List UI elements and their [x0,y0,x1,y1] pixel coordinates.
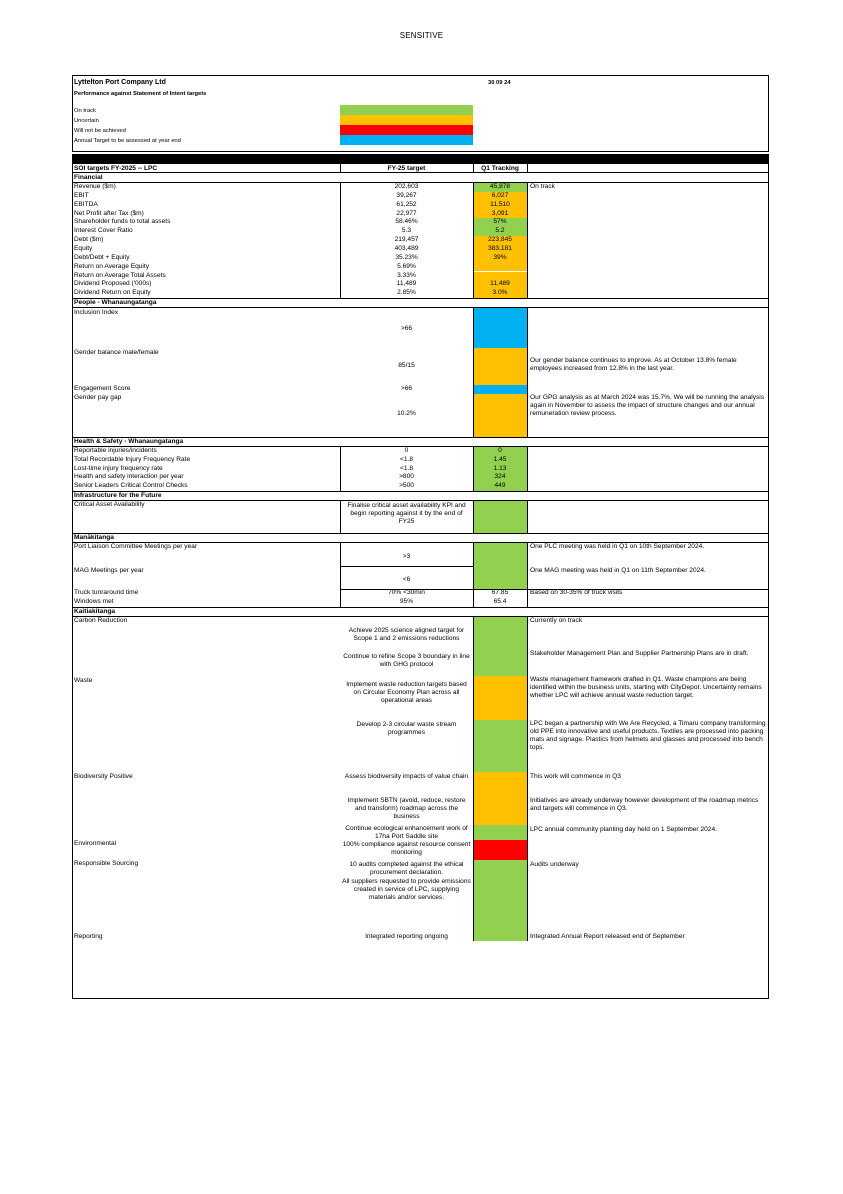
report-subtitle: Performance against Statement of Intent targets [74,91,207,97]
financial-row-label: Return on Average Equity [74,262,150,270]
financial-row-label: Equity [74,244,93,252]
status-cell [473,878,527,933]
kaitiakitanga-row-comment: This work will commence in Q3 [530,773,621,781]
kaitiakitanga-row-label: Carbon Reduction [74,617,128,625]
hs-row-target: >500 [399,482,414,490]
financial-row-target: 39,267 [396,191,417,199]
financial-row-target: 403,489 [394,244,419,252]
status-cell [473,772,527,797]
manakitanga-row-q1: 67.85 [491,589,509,597]
hs-row-target: <1.8 [399,455,414,463]
financial-row-target: 202,603 [394,183,419,190]
status-cell [473,385,527,394]
column-divider [527,308,528,437]
hs-row-q1: 324 [494,473,506,481]
kaitiakitanga-row-target: Continue ecological enhancement work of 17ha Port Saddle site [345,825,468,841]
kaitiakitanga-row-target: 100% compliance against resource consent monitoring [342,841,471,857]
kaitiakitanga-row-target: Achieve 2025 science aligned target for Scope 1 and 2 emissions reductions [348,627,465,643]
column-divider [473,617,474,941]
financial-row-target: 219,457 [394,236,419,244]
financial-row-q1: 383,181 [488,244,512,252]
manakitanga-row-target: 95% [399,598,414,606]
column-divider [473,183,474,298]
kaitiakitanga-row-label: Responsible Sourcing [74,860,139,868]
section-divider [72,500,769,501]
financial-row-q1: 223,845 [488,236,512,244]
people-row-label: Gender balance male/female [74,349,159,357]
row-divider [72,607,769,608]
hs-row-target: 0 [404,447,409,455]
manakitanga-row-target: >3 [402,553,411,561]
manakitanga-row-target: <6 [402,576,411,584]
infrastructure-row-target: Finalise critical asset availability KPI and begin reporting against it by the end of FY25 [347,502,466,526]
hs-row-target: <1.8 [399,464,414,472]
financial-row-q1: 39% [493,253,507,261]
row-divider [340,566,473,567]
header-divider [527,163,528,172]
kaitiakitanga-row-target: All suppliers requested to provide emissions created in service of LPC, supplying materials and/or services. [342,878,471,902]
financial-row-target: 61,252 [396,200,417,208]
header-soi-targets: SOI targets FY-2025 -- LPC [74,165,158,172]
manakitanga-row-target: 70% <30min [388,589,425,597]
kaitiakitanga-row-comment: LPC began a partnership with We Are Recycled, a Timaru company transforming old PPE into innovative and useful products. Textiles are processed into packing mats and signage. Plastics from helmets and glasses and processed into bench tops. [530,720,766,752]
kaitiakitanga-row-comment: LPC annual community planting day held on 1 September 2024. [530,826,717,834]
status-cell [473,617,527,647]
financial-row-q1: 57% [493,218,507,226]
header-fy25-target: FY-25 target [387,165,426,172]
status-cell [473,825,527,840]
manakitanga-row-label: Windows met [74,598,114,606]
hs-row-target: >800 [399,473,414,481]
kaitiakitanga-row-target: Assess biodiversity impacts of value chain [344,773,469,781]
column-divider [340,183,341,298]
header-divider [340,163,341,172]
status-cell [473,797,527,825]
financial-row-q1: 45,878 [489,183,511,190]
column-divider [473,308,474,437]
column-divider [527,617,528,941]
column-divider [527,501,528,533]
status-cell [473,840,527,860]
company-name: Lyttelton Port Company Ltd [74,79,166,86]
financial-row-target: 2.85% [397,289,416,297]
status-cell [473,308,527,348]
infrastructure-row-label: Critical Asset Availability [74,501,145,509]
kaitiakitanga-row-target: Implement SBTN (avoid, reduce, restore and transform) roadmap across the business [347,797,466,821]
hs-row-label: Reportable injuries/incidents [74,447,157,455]
column-divider [340,543,341,607]
people-row-label: Gender pay gap [74,394,122,402]
status-cell [473,263,527,272]
status-cell [473,501,527,533]
row-divider [340,589,769,590]
manakitanga-row-comment: One MAG meeting was held in Q1 on 11th September 2024. [530,567,706,575]
financial-row-label: Interest Cover Ratio [74,227,133,235]
people-row-comment: Our GPG analysis as at March 2024 was 15.7%. We will be running the analysis again in November to assess the impact of structure changes and our annual remuneration review process. [530,394,765,418]
legend-swatch-on-track [340,105,473,115]
kaitiakitanga-row-label: Environmental [74,840,117,848]
kaitiakitanga-row-comment: Stakeholder Management Plan and Supplier Partnership Plans are in draft. [530,650,749,658]
classification-label: SENSITIVE [399,31,444,40]
section-title-health-safety: Health & Safety - Whanaungatanga [74,438,184,446]
status-cell [473,676,527,720]
financial-row-target: 5.69% [397,262,416,270]
section-divider [72,307,769,308]
row-divider [72,533,769,534]
section-title-people: People - Whanaungatanga [74,299,157,307]
status-cell [473,933,527,941]
people-row-target: >66 [400,325,413,333]
financial-row-target: 35.23% [395,253,418,261]
financial-row-target: 22,977 [396,209,417,217]
header-divider [473,163,474,172]
people-row-comment: Our gender balance continues to improve. As at October 13.8% female employees increased from 12.8% in the last year. [530,357,737,373]
financial-row-q1: 11,510 [490,200,510,208]
column-divider [527,183,528,298]
hs-row-q1: 0 [498,447,502,455]
manakitanga-row-comment: Based on 30-35% of truck visits [530,589,623,597]
people-row-target: 85/15 [398,362,415,370]
column-divider [340,501,341,533]
section-title-manakitanga: Manākitanga [74,534,114,542]
financial-row-label: Net Profit after Tax ($m) [74,209,144,217]
kaitiakitanga-row-comment: Currently on track [530,617,583,625]
financial-row-label: Debt ($m) [74,236,104,244]
financial-row-target: 11,489 [396,280,417,288]
manakitanga-row-label: MAG Meetings per year [74,567,144,575]
column-divider [473,543,474,607]
status-cell [473,394,527,437]
legend-label-not-achieved: Will not be achieved [74,128,126,134]
column-divider [527,447,528,491]
status-cell [473,348,527,385]
status-cell [473,272,527,281]
financial-row-target: 5.3 [401,227,412,235]
section-title-infrastructure: Infrastructure for the Future [74,492,162,500]
people-row-label: Inclusion Index [74,309,118,317]
kaitiakitanga-row-target: Implement waste reduction targets based on Circular Economy Plan across all operational areas [346,681,467,705]
legend-swatch-not-achieved [340,125,473,135]
hs-row-q1: 1.45 [493,455,507,463]
status-cell [473,543,527,566]
kaitiakitanga-row-target: Continue to refine Scope 3 boundary in line with GHG protocol [343,653,470,669]
section-title-financial: Financial [74,174,103,181]
financial-row-label: Return on Average Total Assets [74,271,166,279]
row-divider [72,298,769,299]
manakitanga-row-label: Truck tunraround time [74,589,139,597]
kaitiakitanga-row-comment: Integrated Annual Report released end of September [530,933,685,941]
hs-row-label: Total Recordable Injury Frequency Rate [74,455,191,463]
legend-swatch-year-end [340,135,473,145]
legend-label-uncertain: Uncertain [74,118,99,124]
financial-row-label: Dividend Proposed ('000s) [74,280,152,288]
status-cell [473,720,527,772]
people-row-target: >66 [400,385,413,393]
black-divider-bar [72,154,769,163]
hs-row-label: Health and safety interaction per year [74,473,184,481]
legend-swatch-uncertain [340,115,473,125]
legend-label-year-end: Annual Target to be assessed at year end [74,138,181,144]
people-row-target: 10.2% [397,410,416,418]
financial-row-q1: 5.2 [495,227,505,235]
manakitanga-row-label: Port Liaison Committee Meetings per year [74,543,198,551]
financial-row-label: Debt/Debt + Equity [74,253,130,261]
hs-row-label: Senior Leaders Critical Control Checks [74,482,188,490]
hs-row-q1: 449 [494,482,506,490]
financial-comment: On track [530,183,555,190]
status-cell [473,860,527,878]
kaitiakitanga-row-comment: Initiatives are already underway however development of the roadmap metrics and targets will commence in Q3. [530,797,759,813]
financial-row-label: EBIT [74,191,89,199]
financial-row-label: Revenue ($m) [74,183,116,190]
financial-row-label: Dividend Return on Equity [74,289,151,297]
financial-row-label: Shareholder funds to total assets [74,218,171,226]
status-cell [473,566,527,589]
legend-label-on-track: On track [74,108,96,114]
financial-row-label: EBITDA [74,200,98,208]
kaitiakitanga-row-label: Biodiversity Positive [74,773,133,781]
status-cell [473,647,527,676]
people-row-label: Engagement Score [74,385,131,393]
section-title-kaitiakitanga: Kaitiakitanga [74,608,116,616]
hs-row-q1: 1.13 [493,464,507,472]
financial-row-q1: 3,091 [491,209,509,217]
kaitiakitanga-row-target: Develop 2-3 circular waste stream programmes [356,721,457,737]
financial-row-target: 58.46% [395,218,418,226]
kaitiakitanga-row-target: Integrated reporting ongoing [365,933,448,941]
row-divider [72,491,769,492]
financial-row-q1: 3.0% [492,289,508,297]
financial-row-q1: 11,489 [490,280,510,288]
financial-row-target: 3.33% [397,271,416,279]
report-date: 30 09 24 [488,80,511,86]
manakitanga-row-comment: One PLC meeting was held in Q1 on 10th September 2024. [530,543,705,551]
column-divider [473,447,474,491]
kaitiakitanga-row-comment: Waste management framework drafted in Q1. Waste champions are being identified within the business units, starting with CityDepot. Uncertainty remains whether LPC will achieve annual waste reduction target. [530,676,762,700]
column-divider [527,543,528,607]
kaitiakitanga-row-target: 10 audits completed against the ethical procurement declaration. [349,861,464,877]
kaitiakitanga-row-label: Waste [74,677,93,685]
manakitanga-row-q1: 65.4 [493,598,507,606]
hs-row-label: Lost-time injury frequency rate [74,464,163,472]
kaitiakitanga-row-comment: Audits underway [530,861,579,869]
row-divider [72,172,769,173]
column-divider [340,447,341,491]
financial-row-q1: 6,027 [491,191,509,199]
header-q1-tracking: Q1 Tracking [481,165,519,172]
kaitiakitanga-row-label: Reporting [74,933,103,941]
column-divider [473,501,474,533]
